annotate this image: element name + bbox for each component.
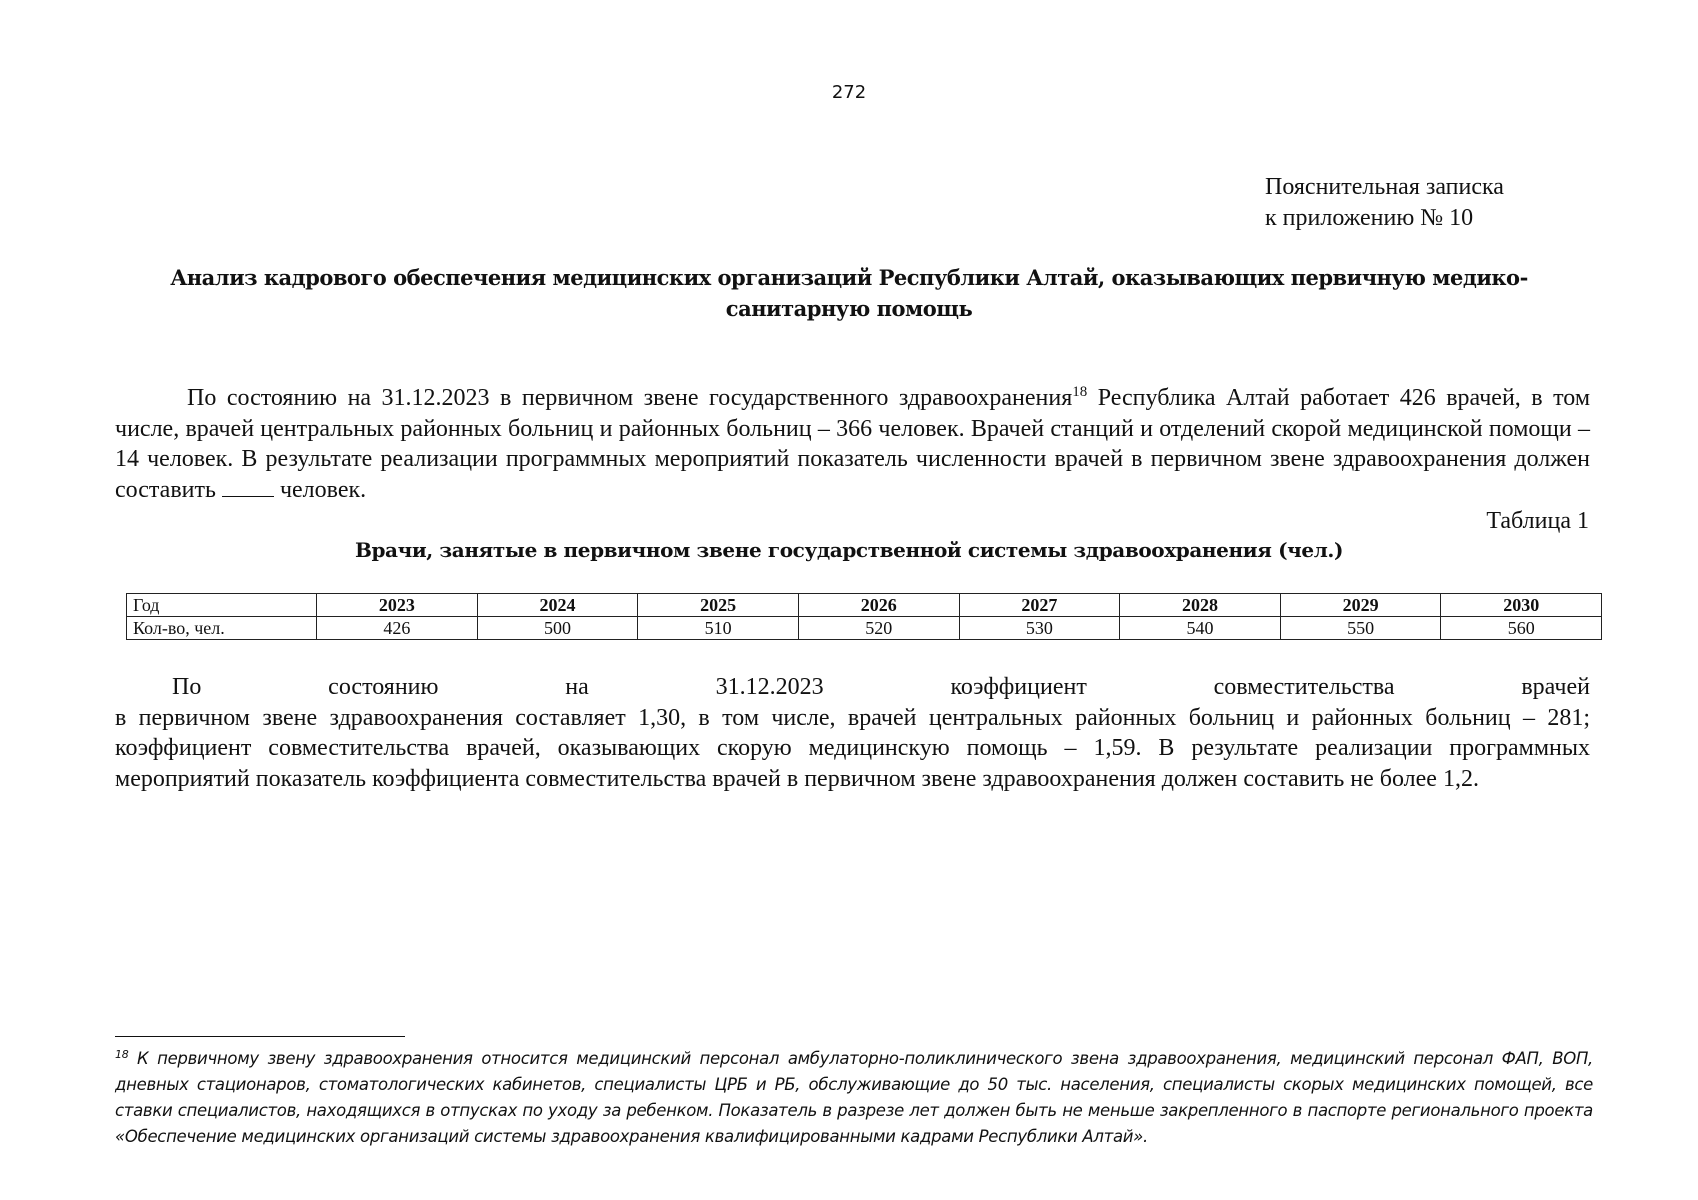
year-cell: 2029 [1280, 594, 1441, 617]
page-number: 272 [831, 82, 867, 103]
paragraph1-part1: По состоянию на 31.12.2023 в первичном звене государственного здравоохранения [187, 385, 1073, 411]
footnote-divider [115, 1036, 405, 1037]
header-label: Год [127, 594, 317, 617]
year-cell: 2024 [477, 594, 638, 617]
value-cell: 510 [638, 617, 799, 640]
value-cell: 500 [477, 617, 638, 640]
paragraph2-word: По [172, 674, 202, 700]
value-cell: 560 [1441, 617, 1602, 640]
footnote-number: 18 [115, 1048, 129, 1061]
blank-field [222, 476, 274, 497]
annex-line-2: к приложению № 10 [1265, 205, 1474, 231]
document-title: Анализ кадрового обеспечения медицинских организаций Республики Алтай, оказывающих первичную медико-санитарную помощь [170, 265, 1528, 321]
paragraph-coefficient [115, 672, 1590, 794]
value-cell: 520 [798, 617, 959, 640]
annex-note [1265, 172, 1504, 234]
paragraph2-rest: в первичном звене здравоохранения составляет 1,30, в том числе, врачей центральных районных больниц и районных больниц – 281; коэффициент совместительства врачей, оказывающих скорую медицинскую помощь – 1,59. В результате реализации программных мероприятий показатель коэффициента совместительства врачей в первичном звене здравоохранения должен составить не более 1,2. [115, 704, 1590, 792]
value-cell: 530 [959, 617, 1120, 640]
table-label: Таблица 1 [1486, 508, 1589, 534]
table-title: Врачи, занятые в первичном звене государственной системы здравоохранения (чел.) [354, 538, 1344, 562]
value-cell: 540 [1120, 617, 1281, 640]
value-cell: 426 [317, 617, 478, 640]
doctors-table [126, 593, 1602, 640]
paragraph2-word: на [565, 674, 589, 700]
paragraph2-word: состоянию [328, 674, 439, 700]
paragraph2-word: совместительства [1213, 674, 1395, 700]
year-cell: 2027 [959, 594, 1120, 617]
table-header-row [127, 594, 1602, 617]
footnote-text: К первичному звену здравоохранения относится медицинский персонал амбулаторно-поликлинического звена здравоохранения, медицинский персонал ФАП, ВОП, дневных стационаров, стоматологических кабинетов, специалисты ЦРБ и РБ, обслуживающие до 50 тыс. населения, специалисты скорых медицинских помощей, все ставки специалистов, находящихся в отпусках по уходу за ребенком. Показатель в разрезе лет должен быть не меньше закрепленного в паспорте регионального проекта «Обеспечение медицинских организаций системы здравоохранения квалифицированными кадрами Республики Алтай». [115, 1049, 1593, 1146]
year-cell: 2023 [317, 594, 478, 617]
footnote-ref: 18 [1072, 384, 1088, 400]
table-values-row [127, 617, 1602, 640]
year-cell: 2025 [638, 594, 799, 617]
paragraph2-word: врачей [1521, 674, 1590, 700]
footnote [115, 1046, 1593, 1150]
year-cell: 2028 [1120, 594, 1281, 617]
paragraph2-word: коэффициент [950, 674, 1087, 700]
value-cell: 550 [1280, 617, 1441, 640]
paragraph1-part2: Республика Алтай работает 426 врачей, в том числе, врачей центральных районных больниц и районных больниц – 366 человек. Врачей станций и отделений скорой медицинской помощи – 14 человек. В результате реализации программных мероприятий показатель численности врачей в первичном звене здравоохранения должен составить [115, 385, 1591, 503]
paragraph1-part3: человек. [279, 476, 367, 503]
year-cell: 2026 [798, 594, 959, 617]
year-cell: 2030 [1441, 594, 1602, 617]
paragraph2-word: 31.12.2023 [715, 674, 824, 700]
paragraph2-first-line [115, 672, 1590, 703]
annex-line-1: Пояснительная записка [1265, 174, 1504, 200]
paragraph-doctors-count [115, 383, 1590, 505]
row-label: Кол-во, чел. [127, 617, 317, 640]
